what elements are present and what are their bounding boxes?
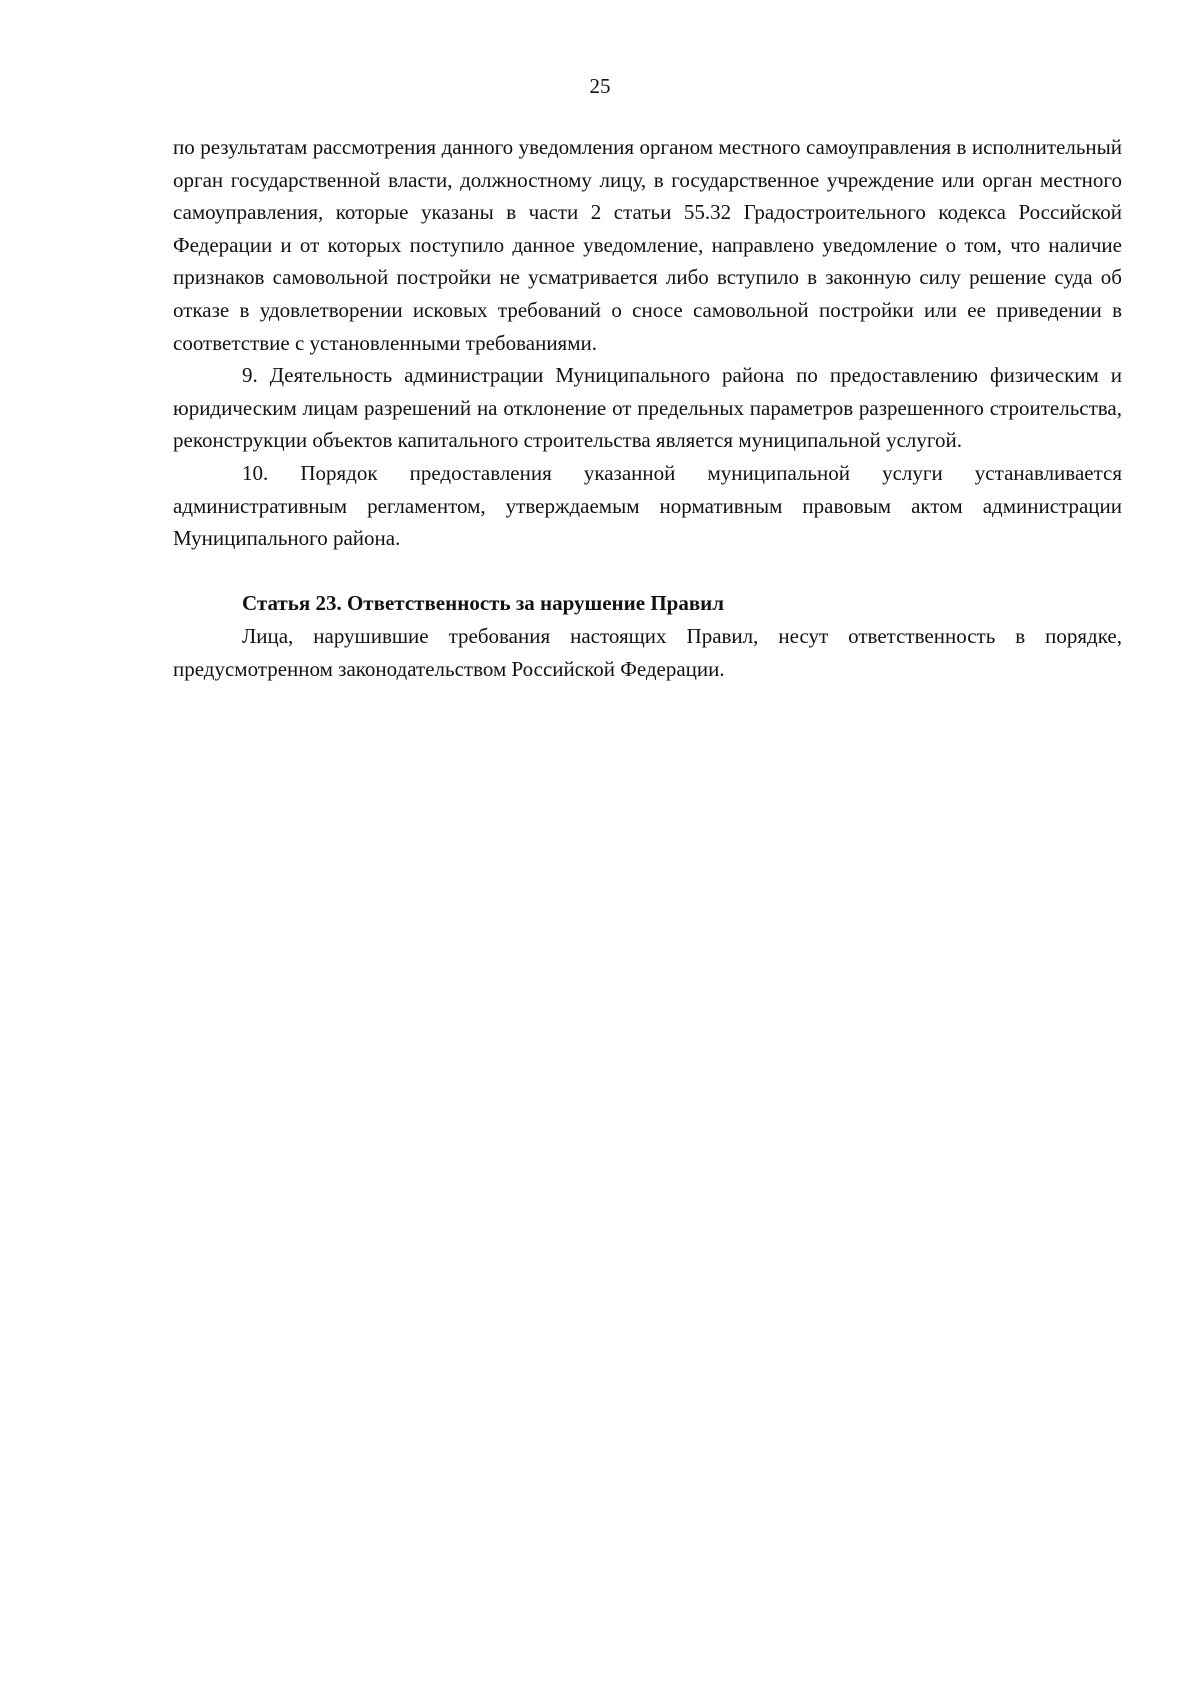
page-number: 25 (589, 74, 611, 98)
paragraph-item-10: 10. Порядок предоставления указанной муниципальной услуги устанавливается административным регламентом, утверждаемым нормативным правовым актом администрации Муниципального района. (173, 460, 1122, 551)
article-heading: Статья 23. Ответственность за нарушение Правил (242, 591, 725, 616)
paragraph-item-9: 9. Деятельность администрации Муниципального района по предоставлению физическим и юридическим лицам разрешений на отклонение от предельных параметров разрешенного строительства, реконструкции объектов капитального строительства является муниципальной услугой. (173, 363, 1122, 453)
article-text: Лица, нарушившие требования настоящих Правил, несут ответственность в порядке, предусмотренном законодательством Российской Федерации. (173, 623, 1122, 681)
article-23 (173, 587, 1122, 685)
document-body (173, 131, 1122, 685)
paragraph-continuation: по результатам рассмотрения данного уведомления органом местного самоуправления в исполнительный орган государственной власти, должностному лицу, в государственное учреждение или орган местного самоуправления, которые указаны в части 2 статьи 55.32 Градостроительного кодекса Российской Федерации и от которых поступило данное уведомление, направлено уведомление о том, что наличие признаков самовольной постройки не усматривается либо вступило в законную силу решение суда об отказе в удовлетворении исковых требований о сносе самовольной постройки или ее приведении в соответствие с установленными требованиями. (173, 135, 1122, 355)
